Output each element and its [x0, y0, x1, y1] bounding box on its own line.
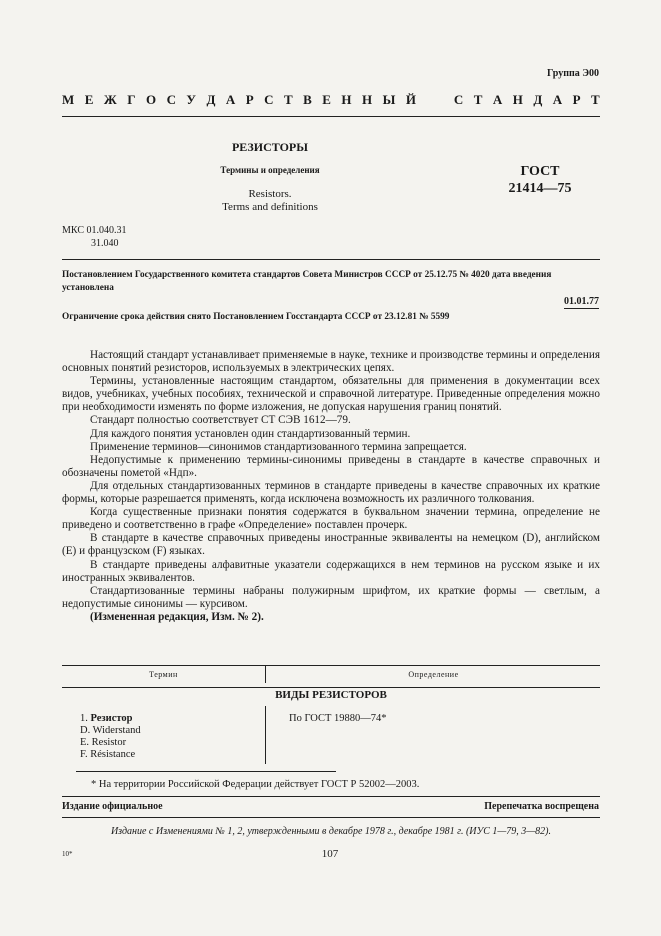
mks-label: МКС: [62, 225, 84, 236]
paragraph: Стандартизованные термины набраны полужирным шрифтом, их краткие формы — светлым, а недопустимые синонимы — курсивом.: [62, 584, 600, 610]
banner-letter: Р: [572, 92, 581, 107]
banner-gap: [440, 92, 443, 108]
paragraph: В стандарте в качестве справочных приведены иностранные эквиваленты на немецком (D), английском (E) и французском (F) языках.: [62, 532, 600, 558]
mks-codes: [62, 224, 126, 250]
footnote-rule: [76, 771, 336, 772]
mks-code-1: 01.040.31: [86, 225, 127, 236]
page-number: 107: [321, 848, 339, 860]
edition-note: Издание с Изменениями № 1, 2, утвержденными в декабре 1978 г., декабре 1981 г. (ИУС 1—79, 3—82).: [110, 826, 552, 837]
banner-letter: Е: [84, 92, 94, 107]
banner-letter: Т: [591, 92, 600, 107]
footer-rule-lower: [62, 817, 600, 818]
amendment-note: (Измененная редакция, Изм. № 2).: [90, 610, 264, 623]
term-ru: Резистор: [90, 713, 133, 724]
printer-signature: 10*: [62, 850, 73, 858]
banner-letter: Е: [322, 92, 331, 107]
banner-letter: С: [453, 92, 464, 107]
banner-letter: М: [62, 92, 75, 107]
english-title: [160, 188, 380, 214]
section-heading: ВИДЫ РЕЗИСТОРОВ: [275, 689, 387, 701]
term-fr: F. Résistance: [80, 749, 136, 760]
document-subtitle: Термины и определения: [220, 165, 320, 175]
english-title-line2: Terms and definitions: [222, 201, 318, 213]
footer-rule: [62, 796, 600, 797]
table-header: [62, 665, 600, 688]
english-title-line1: Resistors.: [248, 188, 292, 200]
term-definition: По ГОСТ 19880—74*: [289, 713, 387, 724]
banner-letter: Н: [512, 92, 523, 107]
reprint-notice: Перепечатка воспрещена: [484, 801, 599, 812]
gost-label: ГОСТ: [520, 164, 560, 179]
banner-letter: Ы: [382, 92, 396, 107]
paragraph: В стандарте приведены алфавитные указатели содержащихся в нем терминов на русском языке и их иностранных эквивалентов.: [62, 558, 600, 584]
column-header-definition: Определение: [265, 666, 601, 683]
banner-letter: Ж: [103, 92, 117, 107]
banner-letter: У: [186, 92, 196, 107]
banner-letter: А: [552, 92, 563, 107]
banner-letter: Т: [473, 92, 483, 107]
paragraph: Для отдельных стандартизованных терминов в стандарте приведены в качестве справочных их краткие формы, которые разрешается применять, когда исключена возможность их различного толкования.: [62, 479, 600, 506]
banner-letter: А: [225, 92, 236, 107]
term-entry: [80, 713, 141, 761]
paragraph: Настоящий стандарт устанавливает применяемые в науке, технике и производстве термины и определения основных понятий резисторов, используемых в электрических цепях.: [62, 349, 600, 375]
banner-letter: Н: [362, 92, 373, 107]
introduction: [62, 349, 600, 624]
paragraph: Применение терминов—синонимов стандартизованного термина запрещается.: [90, 440, 467, 453]
footnote: * На территории Российской Федерации действует ГОСТ Р 52002—2003.: [91, 779, 420, 790]
paragraph: Недопустимые к применению термины-синонимы приведены в стандарте в качестве справочных и обозначены пометой «Ндп».: [62, 453, 600, 479]
paragraph: Стандарт полностью соответствует СТ СЭВ 1612—79.: [90, 414, 351, 427]
column-divider: [265, 706, 266, 764]
banner-letter: Н: [341, 92, 352, 107]
term-number: 1.: [80, 713, 88, 724]
banner-letter: А: [492, 92, 503, 107]
group-code: Группа Э00: [547, 68, 599, 79]
banner-letter: С: [264, 92, 274, 107]
decree-text: Постановлением Государственного комитета стандартов Совета Министров СССР от 25.12.75 № 4020 дата введения установлена: [62, 270, 552, 293]
standard-banner: [62, 92, 600, 108]
banner-letter: Д: [533, 92, 543, 107]
banner-letter: В: [303, 92, 312, 107]
header-rule: [62, 116, 600, 117]
document-title: РЕЗИСТОРЫ: [231, 140, 309, 154]
limitation-text: Ограничение срока действия снято Постановлением Госстандарта СССР от 23.12.81 № 5599: [62, 312, 450, 322]
effective-date: 01.01.77: [564, 296, 599, 307]
banner-letter: Д: [206, 92, 216, 107]
banner-letter: О: [145, 92, 157, 107]
paragraph: Термины, установленные настоящим стандартом, обязательны для применения в документации всех видов, учебниках, учебных пособиях, технической и справочной литературе. Приведенные определения можно при необходимости изменять по форме изложения, не допуская нарушения границ понятий.: [62, 375, 600, 414]
mks-code-2: 31.040: [91, 238, 119, 249]
gost-code: 21414—75: [508, 181, 572, 196]
banner-gap: [426, 92, 429, 108]
term-en: E. Resistor: [80, 737, 127, 748]
banner-letter: Р: [245, 92, 254, 107]
banner-letter: Й: [405, 92, 416, 107]
banner-letter: Т: [284, 92, 293, 107]
divider-rule: [62, 259, 600, 260]
banner-letter: Г: [127, 92, 136, 107]
gost-number: [500, 163, 580, 197]
official-edition-label: Издание официальное: [62, 801, 163, 812]
paragraph: Для каждого понятия установлен один стандартизованный термин.: [90, 427, 411, 440]
banner-letter: С: [166, 92, 176, 107]
column-header-term: Термин: [149, 670, 178, 679]
paragraph: Когда существенные признаки понятия содержатся в буквальном значении термина, определение не приведено и соответственно в графе «Определение» поставлен прочерк.: [62, 506, 600, 532]
term-de: D. Widerstand: [80, 725, 141, 736]
